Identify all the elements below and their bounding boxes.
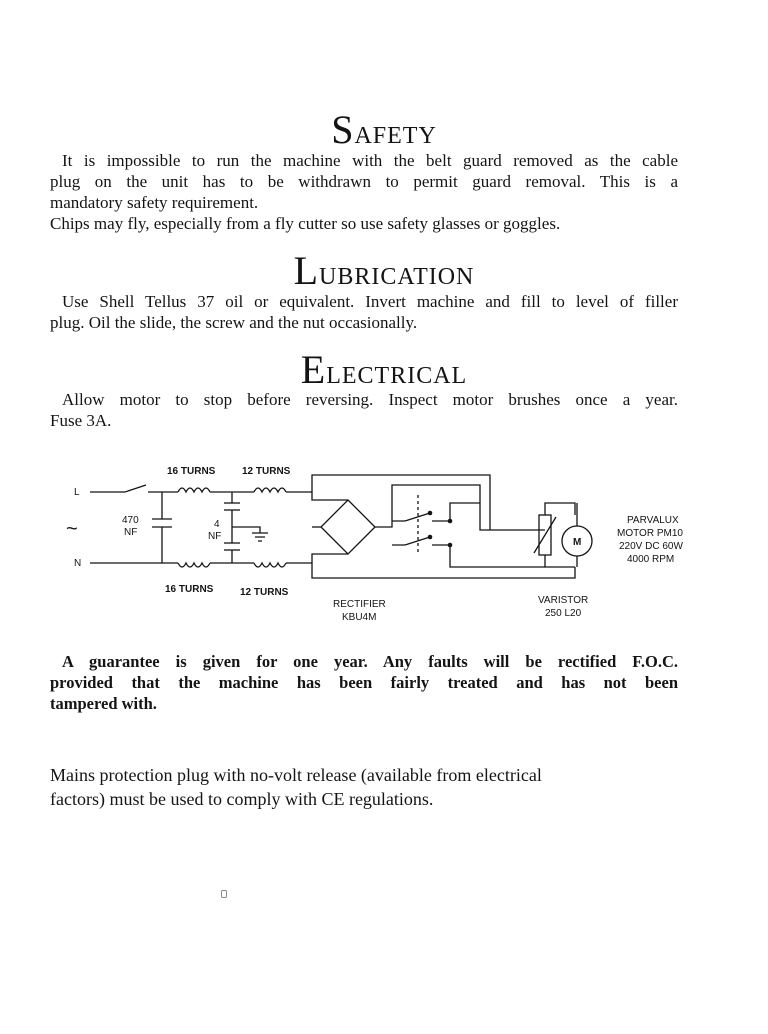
lubrication-heading-cap: L (293, 248, 320, 293)
lubrication-paragraph (50, 291, 678, 333)
switch-dot (448, 519, 453, 524)
motor-spec-line: 220V DC 60W (619, 541, 683, 552)
varistor-top (545, 503, 575, 515)
switch-dot (428, 535, 433, 540)
guarantee-line: provided that the machine has been fairly treated and has not been (50, 673, 678, 692)
switch-dot (428, 511, 433, 516)
cap-small-value: 4 (214, 519, 220, 530)
cap-small-unit: NF (208, 531, 222, 542)
cap-large-unit: NF (124, 527, 138, 538)
coil-top-left (178, 488, 210, 492)
electrical-heading-cap: E (300, 347, 327, 392)
safety-line: It is impossible to run the machine with the belt guard removed as the cable (62, 151, 678, 170)
electrical-heading (0, 346, 768, 393)
coil-bottom-right (254, 563, 286, 567)
motor-symbol: M (573, 537, 582, 548)
earth-symbol (252, 533, 268, 541)
mains-switch (125, 485, 146, 492)
varistor-part: 250 L20 (545, 608, 582, 619)
paper-speck (221, 890, 227, 898)
electrical-paragraph (50, 389, 678, 431)
live-label: L (74, 487, 80, 498)
mains-line: factors) must be used to comply with CE regulations. (50, 789, 434, 809)
rectifier-bridge (321, 500, 375, 554)
safety-line: mandatory safety requirement. (50, 193, 259, 212)
mains-paragraph (50, 763, 650, 811)
lubrication-line: Use Shell Tellus 37 oil or equivalent. Invert machine and fill to level of filler (62, 292, 678, 311)
safety-line: plug on the unit has to be withdrawn to permit guard removal. This is a (50, 172, 678, 191)
safety-heading-cap: S (331, 107, 355, 152)
varistor-bottom (545, 555, 575, 567)
mains-line: Mains protection plug with no-volt release (available from electrical (50, 765, 542, 785)
varistor-label: VARISTOR (538, 595, 589, 606)
motor-spec-line: 4000 RPM (627, 554, 675, 565)
coil-top-left-label: 16 TURNS (167, 466, 216, 477)
electrical-line: Fuse 3A. (50, 411, 112, 430)
coil-top-right (254, 488, 286, 492)
switch-dot (448, 543, 453, 548)
motor-spec-line: PARVALUX (627, 515, 679, 526)
coil-bottom-left-label: 16 TURNS (165, 584, 214, 595)
coil-bottom-left (178, 563, 210, 567)
rectifier-out (375, 485, 480, 527)
safety-paragraph (50, 150, 678, 234)
circuit-diagram (0, 455, 768, 635)
motor-spec-line: MOTOR PM10 (617, 528, 683, 539)
coil-bottom-right-label: 12 TURNS (240, 587, 289, 598)
guarantee-paragraph (50, 651, 678, 714)
rectifier-in-top (312, 492, 348, 500)
lubrication-line: plug. Oil the slide, the screw and the nut occasionally. (50, 313, 418, 332)
neutral-label: N (74, 558, 82, 569)
switch-wire-1 (392, 503, 480, 521)
guarantee-line: A guarantee is given for one year. Any faults will be rectified F.O.C. (62, 652, 678, 671)
switch-wire-2 (392, 545, 545, 567)
rectifier-part: KBU4M (342, 612, 377, 623)
safety-heading (0, 106, 768, 153)
electrical-line: Allow motor to stop before reversing. Inspect motor brushes once a year. (62, 390, 678, 409)
neutral-wire-3 (286, 563, 575, 578)
coil-top-right-label: 12 TURNS (242, 466, 291, 477)
rectifier-in-bottom (312, 554, 348, 563)
safety-heading-rest: AFETY (354, 123, 437, 149)
rectifier-label: RECTIFIER (333, 599, 386, 610)
safety-line: Chips may fly, especially from a fly cutter so use safety glasses or goggles. (50, 214, 561, 233)
earth-wire (232, 527, 260, 533)
lubrication-heading (0, 247, 768, 294)
cap-large-value: 470 (122, 515, 139, 526)
varistor-slash (534, 517, 556, 553)
electrical-heading-rest: LECTRICAL (326, 363, 468, 389)
guarantee-line: tampered with. (50, 694, 157, 713)
lubrication-heading-rest: UBRICATION (319, 264, 475, 290)
ac-symbol: ~ (66, 518, 78, 540)
